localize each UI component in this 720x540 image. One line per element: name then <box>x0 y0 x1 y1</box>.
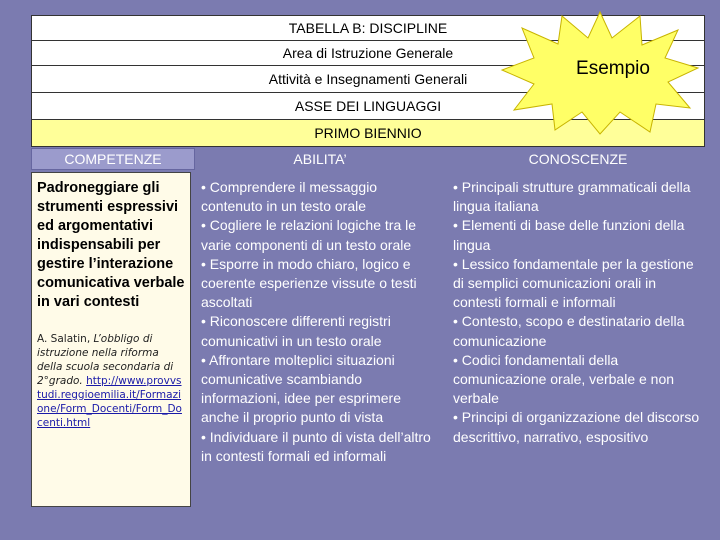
conoscenze-heading: CONOSCENZE <box>528 151 628 167</box>
conoscenze-item: • Principali strutture grammaticali della lingua italiana <box>453 179 691 215</box>
competenza-text: Padroneggiare gli strumenti espressivi ed argomentativi indispensabili per gestire l’interazione comunicativa verbale in vari contesti <box>37 180 185 310</box>
abilita-cell <box>197 172 443 507</box>
conoscenze-item: • Codici fondamentali della comunicazione orale, verbale e non verbale <box>453 351 675 407</box>
competenze-cell <box>31 172 191 507</box>
competenze-heading: COMPETENZE <box>64 151 162 167</box>
source-note <box>37 332 185 430</box>
abilita-item: • Affrontare molteplici situazioni comunicative scambiando informazioni, idee per esprimere anche il proprio punto di vista <box>201 351 401 426</box>
abilita-heading: ABILITA’ <box>293 151 347 167</box>
column-header-conoscenze <box>447 148 709 170</box>
abilita-item: • Esporre in modo chiaro, logico e coerente esperienze vissute o testi ascoltati <box>201 255 417 311</box>
source-link[interactable]: http://www.provvstudi.reggioemilia.it/Formazione/Form_Docenti/Form_Docenti.html <box>37 375 182 429</box>
conoscenze-item: • Lessico fondamentale per la gestione di semplici comunicazioni orali in contesti formali e informali <box>453 255 694 311</box>
column-header-competenze <box>31 148 195 170</box>
abilita-item: • Cogliere le relazioni logiche tra le varie componenti di un testo orale <box>201 217 417 253</box>
abilita-item: • Comprendere il messaggio contenuto in un testo orale <box>201 179 378 215</box>
activities-label: Attività e Insegnamenti Generali <box>268 71 468 87</box>
conoscenze-item: • Principi di organizzazione del discorso descrittivo, narrativo, espositivo <box>453 409 700 445</box>
axis-label: ASSE DEI LINGUAGGI <box>294 98 442 114</box>
example-badge: Esempio <box>576 58 650 79</box>
period-label: PRIMO BIENNIO <box>314 125 422 141</box>
source-title: L’obbligo di istruzione nella riforma della scuola secondaria di 2°grado. <box>37 333 174 387</box>
column-header-abilita <box>197 148 443 170</box>
area-label: Area di Istruzione Generale <box>282 45 454 61</box>
conoscenze-item: • Elementi di base delle funzioni della lingua <box>453 217 685 253</box>
source-author: A. Salatin, <box>37 333 94 345</box>
conoscenze-cell <box>447 172 709 507</box>
abilita-item: • Individuare il punto di vista dell’altro in contesti formali ed informali <box>201 428 431 464</box>
conoscenze-item: • Contesto, scopo e destinatario della comunicazione <box>453 313 685 349</box>
table-title: TABELLA B: DISCIPLINE <box>288 20 448 36</box>
abilita-item: • Riconoscere differenti registri comunicativi in un testo orale <box>201 313 391 349</box>
